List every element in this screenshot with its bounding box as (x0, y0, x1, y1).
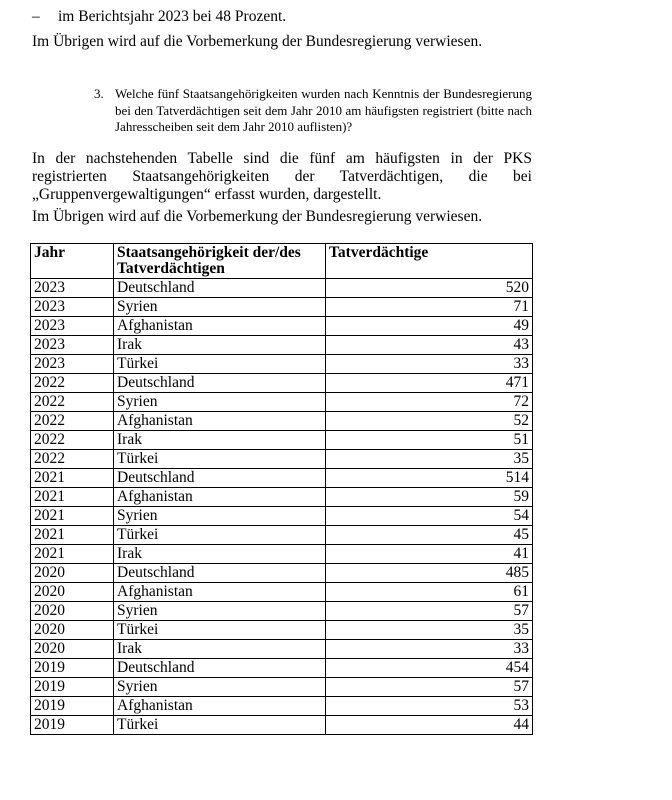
table-row (31, 488, 533, 507)
cell-nationality: Türkei (114, 355, 326, 374)
cell-year: 2023 (31, 298, 114, 317)
table-row (31, 602, 533, 621)
cell-suspects: 35 (326, 450, 533, 469)
cell-nationality: Deutschland (114, 659, 326, 678)
cell-year: 2019 (31, 716, 114, 735)
question-number: 3. (94, 86, 104, 101)
cell-year: 2022 (31, 393, 114, 412)
cell-suspects: 485 (326, 564, 533, 583)
cell-year: 2022 (31, 431, 114, 450)
cell-nationality: Syrien (114, 298, 326, 317)
cell-year: 2020 (31, 640, 114, 659)
cell-nationality: Syrien (114, 602, 326, 621)
table-row (31, 697, 533, 716)
cell-year: 2021 (31, 507, 114, 526)
cell-suspects: 514 (326, 469, 533, 488)
table-row (31, 678, 533, 697)
cell-nationality: Syrien (114, 507, 326, 526)
cell-suspects: 49 (326, 317, 533, 336)
question-text: Welche fünf Staatsangehörigkeiten wurden nach Kenntnis der Bundesregierung bei den Tatverdächtigen seit dem Jahr 2010 am häufigsten registriert (bitte nach Jahresscheiben seit dem Jahr 2010 auflisten)? (115, 86, 532, 134)
cell-suspects: 45 (326, 526, 533, 545)
cell-nationality: Syrien (114, 678, 326, 697)
table-header (31, 244, 533, 279)
cell-suspects: 53 (326, 697, 533, 716)
cell-nationality: Afghanistan (114, 697, 326, 716)
table-row (31, 640, 533, 659)
cell-year: 2019 (31, 659, 114, 678)
cell-year: 2022 (31, 374, 114, 393)
bullet-line (32, 8, 286, 26)
cell-year: 2021 (31, 545, 114, 564)
cell-year: 2020 (31, 602, 114, 621)
cell-suspects: 43 (326, 336, 533, 355)
cell-nationality: Afghanistan (114, 583, 326, 602)
table-row (31, 450, 533, 469)
cell-year: 2022 (31, 450, 114, 469)
cell-suspects: 72 (326, 393, 533, 412)
cell-nationality: Irak (114, 640, 326, 659)
reference-paragraph-2: Im Übrigen wird auf die Vorbemerkung der Bundesregierung verwiesen. (32, 208, 483, 225)
table-row (31, 374, 533, 393)
bullet-text: im Berichtsjahr 2023 bei 48 Prozent. (58, 8, 287, 25)
suspects-table (30, 243, 533, 735)
cell-suspects: 59 (326, 488, 533, 507)
table-row (31, 564, 533, 583)
cell-nationality: Syrien (114, 393, 326, 412)
table-row (31, 393, 533, 412)
table-row (31, 526, 533, 545)
cell-nationality: Deutschland (114, 469, 326, 488)
cell-year: 2021 (31, 488, 114, 507)
cell-nationality: Türkei (114, 526, 326, 545)
cell-suspects: 33 (326, 355, 533, 374)
cell-nationality: Irak (114, 336, 326, 355)
table-row (31, 412, 533, 431)
table-row (31, 659, 533, 678)
header-year: Jahr (31, 244, 114, 279)
cell-suspects: 44 (326, 716, 533, 735)
table-row (31, 469, 533, 488)
cell-suspects: 61 (326, 583, 533, 602)
cell-nationality: Irak (114, 431, 326, 450)
table-body (31, 279, 533, 735)
cell-year: 2020 (31, 564, 114, 583)
cell-suspects: 52 (326, 412, 533, 431)
cell-nationality: Irak (114, 545, 326, 564)
cell-suspects: 51 (326, 431, 533, 450)
cell-nationality: Türkei (114, 450, 326, 469)
table-row (31, 545, 533, 564)
table-row (31, 431, 533, 450)
cell-nationality: Türkei (114, 621, 326, 640)
cell-year: 2022 (31, 412, 114, 431)
header-nationality: Staatsangehörigkeit der/des Tatverdächtigen (114, 244, 326, 279)
table-row (31, 298, 533, 317)
bullet-dash: – (32, 8, 40, 25)
cell-suspects: 454 (326, 659, 533, 678)
cell-suspects: 41 (326, 545, 533, 564)
table-row (31, 716, 533, 735)
cell-year: 2019 (31, 678, 114, 697)
reference-paragraph-1: Im Übrigen wird auf die Vorbemerkung der Bundesregierung verwiesen. (32, 33, 483, 50)
cell-year: 2019 (31, 697, 114, 716)
table-row (31, 279, 533, 298)
cell-suspects: 71 (326, 298, 533, 317)
table-header-row (31, 244, 533, 279)
cell-suspects: 33 (326, 640, 533, 659)
table-row (31, 621, 533, 640)
table-row (31, 336, 533, 355)
table-row (31, 355, 533, 374)
cell-suspects: 520 (326, 279, 533, 298)
table-row (31, 317, 533, 336)
intro-paragraph: In der nachstehenden Tabelle sind die fünf am häufigsten in der PKS registrierten Staatsangehörigkeiten der Tatverdächtigen, die bei „Gruppenvergewaltigungen“ erfasst wurden, dargestellt. (32, 150, 532, 203)
cell-nationality: Deutschland (114, 279, 326, 298)
cell-year: 2020 (31, 583, 114, 602)
cell-year: 2021 (31, 526, 114, 545)
table-row (31, 583, 533, 602)
cell-nationality: Afghanistan (114, 317, 326, 336)
cell-nationality: Deutschland (114, 374, 326, 393)
cell-year: 2021 (31, 469, 114, 488)
cell-year: 2020 (31, 621, 114, 640)
table-row (31, 507, 533, 526)
cell-suspects: 54 (326, 507, 533, 526)
cell-suspects: 57 (326, 678, 533, 697)
header-suspects: Tatverdächtige (326, 244, 533, 279)
cell-suspects: 35 (326, 621, 533, 640)
cell-year: 2023 (31, 355, 114, 374)
cell-year: 2023 (31, 279, 114, 298)
cell-year: 2023 (31, 336, 114, 355)
cell-suspects: 57 (326, 602, 533, 621)
cell-nationality: Türkei (114, 716, 326, 735)
cell-nationality: Deutschland (114, 564, 326, 583)
cell-nationality: Afghanistan (114, 412, 326, 431)
cell-nationality: Afghanistan (114, 488, 326, 507)
cell-year: 2023 (31, 317, 114, 336)
cell-suspects: 471 (326, 374, 533, 393)
